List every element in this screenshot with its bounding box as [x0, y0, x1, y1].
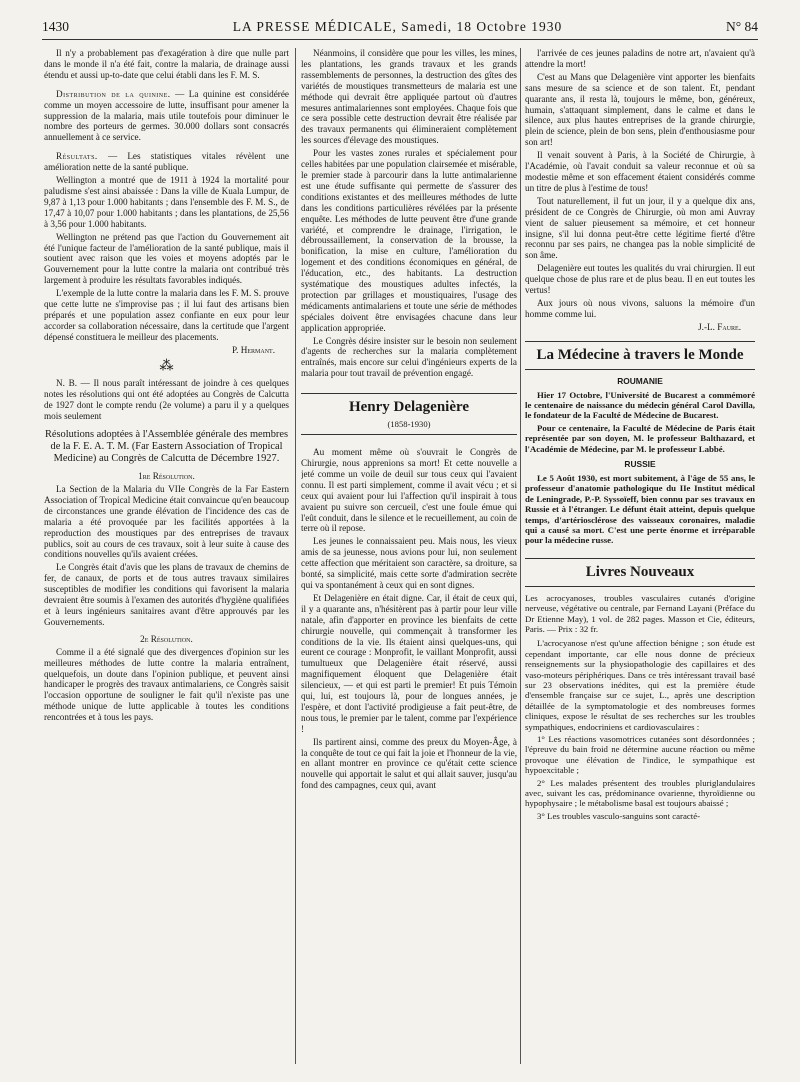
paragraph: Pour les vastes zones rurales et spécialement pour celles habitées par une population clairsemée et misérable, le premier stade à parcourir dans la lutte antimalarienne est une étude suffisante qui permette de s'assurer des conditions existantes et des meilleures méthodes de lutte dans les conditions particulières révélées par la présente enquête. Les méthodes de lutte peuvent être d'une grande variété, et comprendre le drainage, l'irrigation, le débroussaillement, la conservation de la brousse, la bonification, la mise en culture, l'amélioration du logement et des conditions économiques en général, de l'éducation, etc., des habitants. La destruction systématique des moustiques adultes infectés, la protection par grillages et moustiquaires, l'usage des médicaments antimalariens et toute une série de méthodes spéciales doivent être envisagées chacune dans leur application appropriée.: [301, 148, 517, 333]
header-rule: [42, 39, 758, 40]
author-signature: J.-L. Faure.: [698, 321, 741, 332]
paragraph: Wellington a montré que de 1911 à 1924 la mortalité pour paludisme s'est ainsi abaissée : Dans la ville de Kuala Lumpur, de 9,87 à 1,13 pour 1.000 habitants ; dans l'ensemble des F. M. S., de 17,47 à 10,07 pour 1.000 habitants ; dans les plantations, de 25,56 à 3,56 pour 1.000 habitants.: [44, 175, 289, 229]
review-paragraph: 3° Les troubles vasculo-sanguins sont caracté-: [537, 810, 701, 821]
country-heading: ROUMANIE: [617, 375, 663, 386]
country-heading: RUSSIE: [624, 459, 656, 469]
column-3: [525, 48, 755, 1064]
author-signature: P. Hermant.: [232, 344, 275, 355]
section-heading-box: [525, 341, 755, 370]
asterism: ⁂: [159, 358, 174, 374]
page-number: 1430: [42, 19, 69, 34]
paragraph: Comme il a été signalé que des divergences d'opinion sur les meilleures méthodes de lutte contre la malaria entraînent, quelquefois, un doute dans l'opinion publique, et peuvent ainsi handicaper le progrès des travaux antimalariens, ce Congrès saisit l'occasion opportune de souligner le fait qu'il n'existe pas une méthode unique de lutte applicable à toutes les conditions rencontrées et à tous les pays.: [44, 646, 289, 723]
section-heading-box: [525, 558, 755, 587]
paragraph: Le Congrès était d'avis que les plans de travaux de chemins de fer, de canaux, de ports et de tous autres travaux similaires susceptibles de modifier les conditions qui favorisent la malaria devraient être soumis à l'examen des autorités d'hygiène qualifiées et à leurs ingénieurs sanitaires avant d'être approuvés par les Gouvernements.: [44, 562, 289, 627]
paragraph: Aux jours où nous vivons, saluons la mémoire d'un homme comme lui.: [525, 297, 755, 319]
column-2: [301, 48, 517, 1064]
paragraph: [44, 151, 289, 173]
journal-title: LA PRESSE MÉDICALE, Samedi, 18 Octobre 1930: [232, 19, 563, 34]
obituary-dates: (1858-1930): [387, 419, 431, 430]
resolution-heading: 1re Résolution.: [138, 471, 195, 482]
obituary-title: Henry Delagenière: [348, 399, 470, 416]
review-paragraph: 2° Les malades présentent des troubles pluriglandulaires avec, suivant les cas, prédominance ovarienne, thyroïdienne ou hypophysaire ; le métabolisme basal est toujours abaissé ;: [525, 777, 755, 809]
news-item: Pour ce centenaire, la Faculté de Médecine de Paris était représentée par son doyen, M. le professeur Balthazard, et l'Académie de Médecine, par M. le professeur Labbé.: [525, 422, 755, 454]
resolutions-title: Résolutions adoptées à l'Assemblée générale des membres de la F. E. A. T. M. (Far Eastern Association of Tropical Medicine) au Congrès de Calcutta de Décembre 1927.: [44, 429, 289, 465]
news-item: Le 5 Août 1930, est mort subitement, à l'âge de 55 ans, le professeur d'anatomie pathologique du IIe Institut médical de Leningrade, P.-P. Syssoïeff, bien connu par ses travaux en Russie et à l'étranger. Le défunt était atteint, depuis quelque temps, d'artériosclérose des vaisseaux coronaires, maladie qui a causé sa mort. C'est une perte énorme et irréparable pour la médecine russe.: [525, 472, 755, 546]
column-divider: [520, 48, 521, 1064]
paragraph: Et Delagenière en était digne. Car, il était de ceux qui, il y a quarante ans, n'hésitèrent pas à partir pour leur ville natale, afin d'apporter en province les bienfaits de cette chirurgie nouvelle, qui commençait à transformer les conditions de la vie. Ils étaient ainsi quelques-uns, qui eurent ce courage : Monprofit, le vaillant Monprofit, aussi tumultueux que Delagenière était réservé, aussi magnifiquement éloquent que Delagenière était silencieux, — et qui est parti le premier! Et puis Témoin qui, lui, est toujours là, pour de longues années, je l'espère, et dont l'activité prodigieuse a fait peut-être, de nous tous, le premier par le talent, comme par l'expérience !: [301, 592, 517, 734]
review-paragraph: L'acrocyanose n'est qu'une affection bénigne ; son étude est cependant importante, car elle nous donne de précieux renseignements sur la physiopathologie des capillaires et des vaso-moteurs périphériques. Dans ce très intéressant travail basé sur 23 observations inédites, qui est la première étude d'ensemble française sur ce sujet, L., après une description détaillée de la symptomatologie et des nombreuses formes cliniques, expose le résultat de ses recherches sur les troubles sympathiques, endocriniens et cardiovasculaires :: [525, 638, 755, 732]
review-paragraph: 1° Les réactions vasomotrices cutanées sont désordonnées ; l'épreuve du bain froid ne détermine aucune réaction ou même provoque une élévation de l'indice, le sympathique est hypoexcitable ;: [525, 734, 755, 776]
paragraph: Il venait souvent à Paris, à la Société de Chirurgie, à l'Académie, où l'avait conduit sa valeur reconnue et où sa modestie même et son effacement étaient considérés comme un titre de plus à l'estime de tous!: [525, 150, 755, 193]
paragraph: [44, 89, 289, 144]
paragraph: Tout naturellement, il fut un jour, il y a quelque dix ans, président de ce Congrès de Chirurgie, où mon ami Auvray vient de saluer pieusement sa mémoire, et cet honneur insigne, s'il lui donna peut-être cette légitime fierté d'être reconnu par ses pairs, ne changea pas la noble simplicité de son âme.: [525, 195, 755, 261]
paragraph: Ils partirent ainsi, comme des preux du Moyen-Âge, à la conquête de tout ce qui fait la joie et l'honneur de la vie, en allant montrer en province ce qu'était cette science nouvelle qui apportait le salut et qui allait sauver, jusqu'au fond des campagnes, ceux qui, avant: [301, 736, 517, 791]
paragraph-text: — Les statistiques vitales révèlent une amélioration nette de la santé publique.: [44, 151, 289, 173]
paragraph: l'arrivée de ces jeunes paladins de notre art, n'avaient qu'à attendre la mort!: [525, 48, 755, 69]
paragraph: Il n'y a probablement pas d'exagération à dire que nulle part dans le monde il n'a été fait, contre la malaria, de drainage aussi étendu et aussi up-to-date que celui établi dans les F. M. S.: [44, 48, 289, 80]
column-divider: [295, 48, 296, 1064]
note-paragraph: N. B. — Il nous paraît intéressant de joindre à ces quelques notes les résolutions qui ont été adoptées au Congrès de Calcutta de 1927 dont le compte rendu (2e volume) a paru il y a quelques mois seulement: [44, 378, 289, 422]
paragraph: Delagenière eut toutes les qualités du vrai chirurgien. Il eut quelque chose de plus rare et de plus beau. Il en eut toutes les vertus!: [525, 263, 755, 296]
paragraph: Néanmoins, il considère que pour les villes, les mines, les plantations, les grands travaux et les grands rassemblements de personnes, la destruction des gîtes des variétés de moustiques transmetteurs de malaria est une méthode qui devrait être appliquée partout où d'autres mesures antimalariennes sont employées. Chaque fois que ce sera possible cette destruction devrait être réalisée par des travaux permanents qui élimineraient complètement les sources d'élevage des moustiques.: [301, 48, 517, 146]
paragraph: Le Congrès désire insister sur le besoin non seulement d'agents de recherches sur la malaria complètement entraînés, mais encore sur celui d'ingénieurs experts de la malaria pour tout travail de prévention engagé.: [301, 335, 517, 379]
paragraph: Au moment même où s'ouvrait le Congrès de Chirurgie, nous apprenions sa mort! Et cette nouvelle a jeté comme un voile de deuil sur tous ceux qui l'avaient connu. Il est parti simplement, comme il avait vécu ; et si ceux qui avaient pour lui l'affection qu'il inspirait à tous avaient pu suivre son cercueil, c'est une foule émue qui l'eût conduit, dans le silence et le recueillement, au coin de terre où il repose.: [301, 447, 517, 534]
section-title: Livres Nouveaux: [585, 563, 695, 580]
news-item: Hier 17 Octobre, l'Université de Bucarest a commémoré le centenaire de naissance du médecin général Carol Davilla, le fondateur de la Faculté de Médecine de Bucarest.: [525, 389, 755, 421]
paragraph: C'est au Mans que Delagenière vint apporter les bienfaits sans mesure de sa science et de son talent. Et, pendant quarante ans, il resta là, toujours le même, bon, généreux, humain, s'attaquant simplement, dans le calme et dans le silence, aux plus hautes entreprises de la grande chirurgie, plein de science, plein de bon sens, plein d'enthousiasme pour son art!: [525, 71, 755, 148]
obituary-heading-box: [301, 393, 517, 435]
paragraph: Les jeunes le connaissaient peu. Mais nous, les vieux amis de sa jeunesse, nous avions pour lui, non seulement cette affection que méritaient son caractère, sa droiture, sa bonté, sa simplicité, mais cette sorte d'admiration secrète qui va spontanément à ceux qui en sont dignes.: [301, 536, 517, 590]
paragraph: Wellington ne prétend pas que l'action du Gouvernement ait été l'unique facteur de l'amélioration de la santé publique, mais il soutient avec raison que les voies et moyens adoptés par le Gouvernement pour la lutte contre la malaria ont contribué très largement à produire les résultats favorables indiqués.: [44, 231, 289, 286]
resolution-heading: 2e Résolution.: [140, 633, 193, 644]
run-in-heading: Distribution de la quinine.: [56, 88, 171, 99]
issue-number: N° 84: [725, 19, 758, 34]
book-reference: Les acrocyanoses, troubles vasculaires cutanés d'origine nerveuse, végétative ou centrale, par Fernand Layani (Préface du Dr Etienne May), 1 vol. de 282 pages. Masson et Cie, éditeurs, Paris. — Prix : 32 fr.: [525, 592, 755, 634]
running-header: [42, 18, 758, 36]
paragraph-text: — La quinine est considérée comme un moyen accessoire de lutte, insuffisant pour amener la suppression de la malaria, mais utile toutefois pour diminuer le nombre des porteurs de germes. 30.000 dollars sont consacrés annuellement à ce service.: [44, 88, 289, 143]
section-title: La Médecine à travers le Monde: [536, 346, 744, 363]
paragraph: La Section de la Malaria du VIIe Congrès de la Far Eastern Association of Tropical Medicine était convaincue qu'en beaucoup de circonstances une grande élévation de l'incidence des cas de malaria a été provoquée par les facilités apportées à la reproduction des moustiques par des entreprises de travaux publics, soit au cours de ces travaux, soit à leur suite à cause des conditions nouvelles qu'ils avaient créées.: [44, 484, 289, 560]
paragraph: L'exemple de la lutte contre la malaria dans les F. M. S. prouve que cette lutte ne s'improvise pas ; il lui faut des artisans bien préparés et une population assez confiante en eux pour leur accorder sa collaboration nécessaire, dans la certitude que l'argent dépensé constituera le meilleur des placements.: [44, 288, 289, 342]
column-1: [44, 48, 289, 1064]
run-in-heading: Résultats.: [56, 151, 98, 162]
